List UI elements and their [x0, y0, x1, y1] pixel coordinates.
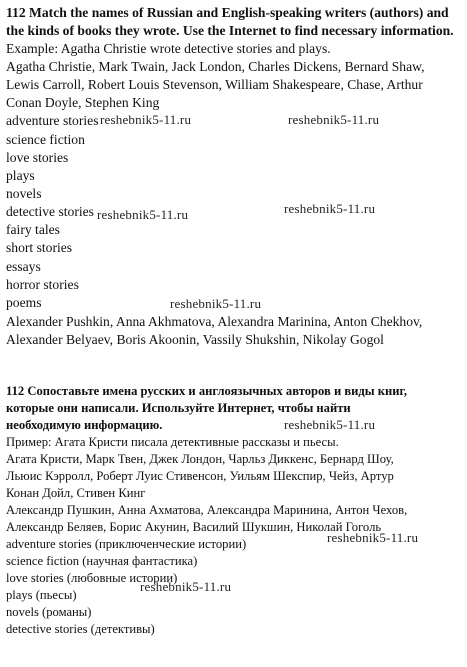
genre-item-ru: novels (романы) — [6, 605, 92, 619]
exercise-title-ru-line-1: 112 Сопоставьте имена русских и англоязычных авторов и виды книг, — [6, 384, 407, 398]
genre-item: detective stories — [6, 204, 94, 219]
exercise-title-line-1: 112 Match the names of Russian and English-speaking writers (authors) and — [6, 5, 449, 20]
watermark-text: reshebnik5-11.ru — [170, 296, 262, 311]
english-authors-line-1: Agatha Christie, Mark Twain, Jack London, Charles Dickens, Bernard Shaw, — [6, 59, 425, 74]
exercise-title-line-2: the kinds of books they wrote. Use the Internet to find necessary information. — [6, 23, 454, 38]
english-authors-ru-line-3: Конан Дойл, Стивен Кинг — [6, 486, 146, 500]
exercise-title-ru-line-2: которые они написали. Используйте Интернет, чтобы найти — [6, 401, 351, 415]
genre-item-ru: plays (пьесы) — [6, 588, 77, 602]
genre-item: fairy tales — [6, 222, 60, 237]
genre-item-ru: science fiction (научная фантастика) — [6, 554, 198, 568]
genre-item: adventure stories — [6, 113, 99, 128]
genre-item: novels — [6, 186, 42, 201]
watermark-text: reshebnik5-11.ru — [288, 112, 380, 127]
watermark-text: reshebnik5-11.ru — [140, 579, 232, 594]
genre-item: poems — [6, 295, 42, 310]
genre-item: plays — [6, 168, 35, 183]
russian-authors-line-2: Alexander Belyaev, Boris Akoonin, Vassily Shukshin, Nikolay Gogol — [6, 332, 384, 347]
english-authors-line-2: Lewis Carroll, Robert Louis Stevenson, William Shakespeare, Chase, Arthur — [6, 77, 423, 92]
genre-item: science fiction — [6, 132, 85, 147]
genre-item-ru: adventure stories (приключенческие истории) — [6, 537, 247, 551]
watermark-text: reshebnik5-11.ru — [97, 207, 189, 222]
russian-authors-ru-line-1: Александр Пушкин, Анна Ахматова, Александра Маринина, Антон Чехов, — [6, 503, 408, 517]
example-text-ru: Пример: Агата Кристи писала детективные рассказы и пьесы. — [6, 435, 339, 449]
example-text: Example: Agatha Christie wrote detective stories and plays. — [6, 41, 331, 56]
watermark-text: reshebnik5-11.ru — [284, 201, 376, 216]
english-authors-line-3: Conan Doyle, Stephen King — [6, 95, 160, 110]
watermark-text: reshebnik5-11.ru — [327, 530, 419, 545]
genre-item-ru: love stories (любовные истории) — [6, 571, 178, 585]
english-authors-ru-line-1: Агата Кристи, Марк Твен, Джек Лондон, Чарльз Диккенс, Бернард Шоу, — [6, 452, 394, 466]
english-authors-ru-line-2: Льюис Кэрролл, Роберт Луис Стивенсон, Уильям Шекспир, Чейз, Артур — [6, 469, 394, 483]
russian-authors-line-1: Alexander Pushkin, Anna Akhmatova, Alexandra Marinina, Anton Chekhov, — [6, 314, 423, 329]
watermark-text: reshebnik5-11.ru — [284, 417, 376, 432]
genre-item: short stories — [6, 240, 73, 255]
exercise-title-ru-line-3: необходимую информацию. — [6, 418, 163, 432]
genre-item-ru: detective stories (детективы) — [6, 622, 155, 636]
watermark-text: reshebnik5-11.ru — [100, 112, 192, 127]
genre-item: horror stories — [6, 277, 79, 292]
genre-item: love stories — [6, 150, 69, 165]
genre-item: essays — [6, 259, 41, 274]
russian-authors-ru-line-2: Александр Беляев, Борис Акунин, Василий Шукшин, Николай Гоголь — [6, 520, 382, 534]
